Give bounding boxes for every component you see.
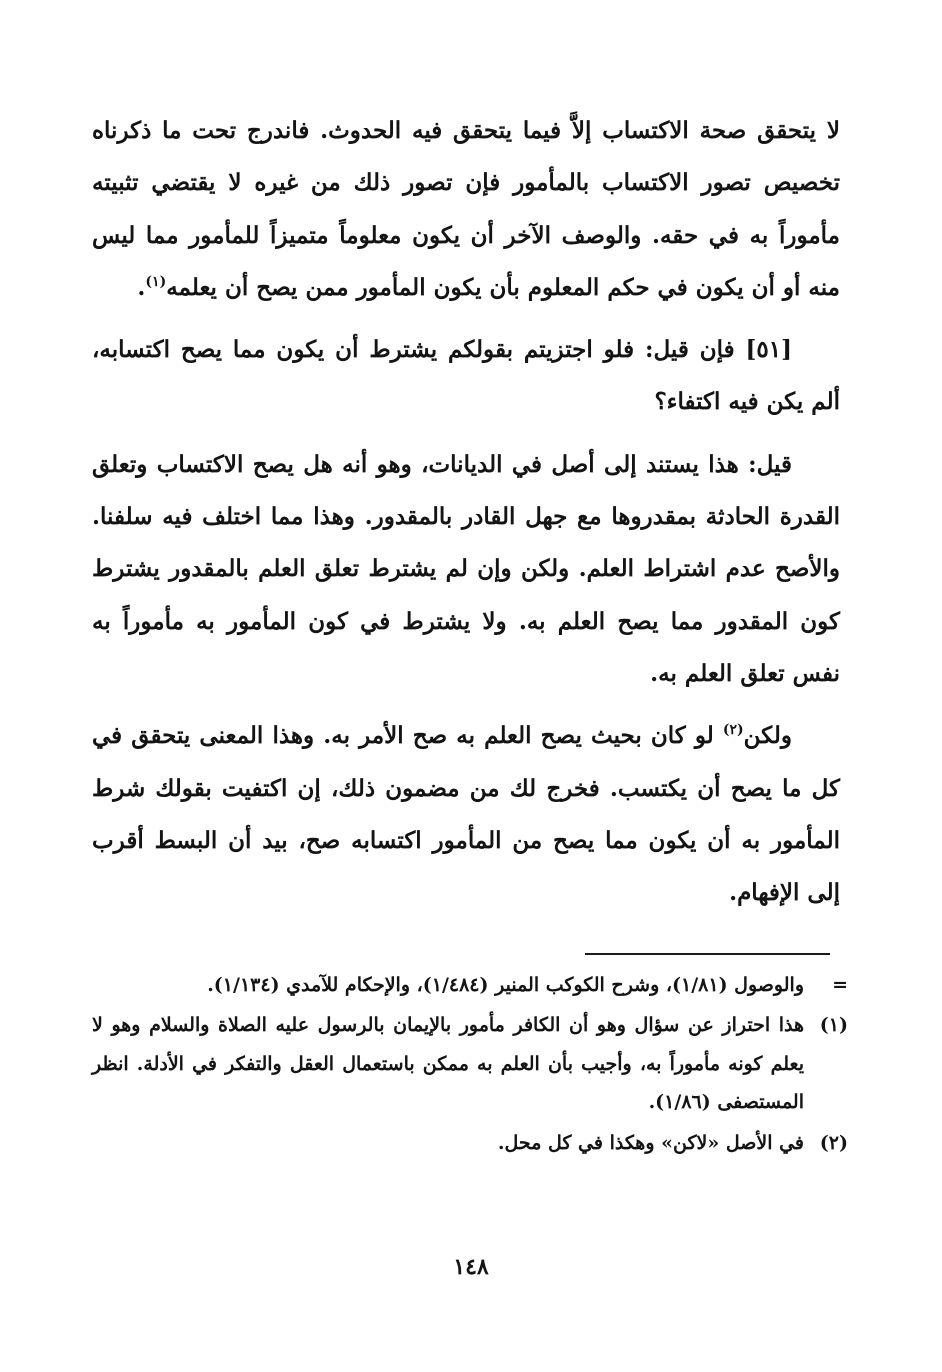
footnote-2: [92, 1124, 848, 1162]
footnotes-section: [92, 966, 848, 1164]
footnote-ref-2[interactable]: (٢): [722, 722, 744, 739]
footnote-1: [92, 1006, 848, 1121]
paragraph-4: [92, 710, 840, 919]
main-text: [92, 105, 840, 919]
footnote-text: هذا احتراز عن سؤال وهو أن الكافر مأمور بالإيمان بالرسول عليه الصلاة والسلام وهو لا يعلم كونه مأموراً به، وأجيب بأن العلم به ممكن باستعمال العقل والتفكر في الأدلة. انظر المستصفى (١/٨٦).: [92, 1014, 804, 1114]
paragraph-2: [92, 324, 840, 429]
paragraph-1: [92, 105, 840, 314]
footnote-text: والوصول (١/٨١)، وشرح الكوكب المنير (١/٤٨٤)، والإحكام للآمدي (١/١٣٤).: [207, 974, 804, 996]
page-number: ١٤٨: [453, 1254, 489, 1280]
footnote-marker: =: [832, 974, 848, 996]
paragraph-3: [92, 439, 840, 700]
footnote-text: في الأصل «لاكن» وهكذا في كل محل.: [497, 1131, 804, 1154]
paragraph-3-text: قيل: هذا يستند إلى أصل في الديانات، وهو أنه هل يصح الاكتساب وتعلق القدرة الحادثة بمقدروها مع جهل القادر بالمقدور. وهذا مما اختلف فيه سلفنا. والأصح عدم اشتراط العلم. ولكن وإن لم يشترط تعلق العلم بالمقدور يشترط كون المقدور مما يصح العلم به. ولا يشترط في كون المأمور به مأموراً به نفس تعلق العلم به.: [92, 450, 840, 687]
paragraph-1-end: .: [137, 273, 146, 301]
paragraph-4-text: لو كان بحيث يصح العلم به صح الأمر به. وهذا المعنى يتحقق في كل ما يصح أن يكتسب. فخرج لك من مضمون ذلك، إن اكتفيت بقولك شرط المأمور به أن يكون مما يصح من المأمور اكتسابه صح، بيد أن البسط أقرب إلى الإفهام.: [92, 722, 840, 907]
footnote-separator: [585, 953, 830, 955]
paragraph-1-text: لا يتحقق صحة الاكتساب إلاَّ فيما يتحقق فيه الحدوث. فاندرج تحت ما ذكرناه تخصيص تصور الاكتساب بالمأمور فإن تصور ذلك من غيره لا يقتضي تثبيته مأموراً به في حقه. والوصف الآخر أن يكون معلوماً متميزاً للمأمور مما ليس منه أو أن يكون في حكم المعلوم بأن يكون المأمور ممن يصح أن يعلمه: [92, 117, 840, 301]
footnote-marker: (٢): [819, 1131, 848, 1154]
paragraph-4-start: ولكن: [743, 722, 792, 750]
footnote-continuation: [92, 966, 848, 1004]
footnote-marker: (١): [819, 1014, 848, 1037]
footnote-ref-1[interactable]: (١): [145, 273, 167, 290]
paragraph-2-text: [٥١] فإن قيل: فلو اجتزيتم بقولكم يشترط أن يكون مما يصح اكتسابه، ألم يكن فيه اكتفاء؟: [92, 336, 840, 416]
